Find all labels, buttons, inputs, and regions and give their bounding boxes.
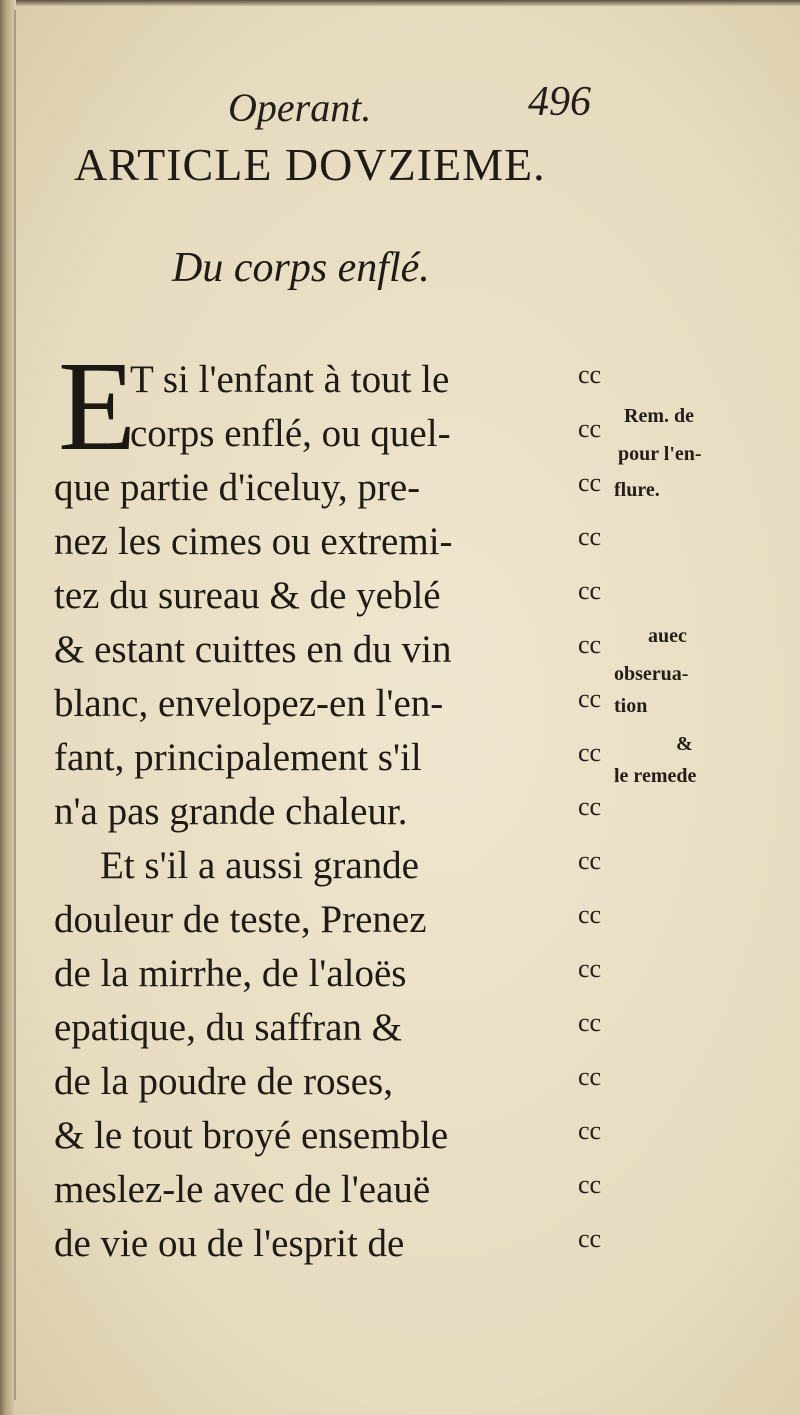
body-line: meslez-le avec de l'eauë <box>54 1168 431 1211</box>
quote-mark: cc <box>578 684 602 713</box>
margin-note-line: pour l'en- <box>618 443 702 465</box>
body-line: de la mirrhe, de l'aloës <box>54 952 407 995</box>
quote-mark: cc <box>578 1224 602 1253</box>
body-line: que partie d'iceluy, pre- <box>54 466 421 509</box>
quote-mark: cc <box>578 414 602 443</box>
body-line: Et s'il a aussi grande <box>100 844 419 887</box>
margin-note-line: flure. <box>614 479 660 501</box>
margin-note-line: Rem. de <box>624 405 694 427</box>
drop-cap: E <box>58 335 137 477</box>
body-line: & estant cuittes en du vin <box>54 628 452 671</box>
margin-note-line: obserua- <box>614 663 689 685</box>
quote-mark: cc <box>578 360 602 389</box>
body-line: de vie ou de l'esprit de <box>54 1222 405 1265</box>
body-line: epatique, du saffran & <box>54 1006 402 1049</box>
running-head: Operant. <box>228 85 372 130</box>
quote-mark: cc <box>578 738 602 767</box>
page-top-edge <box>0 0 800 6</box>
quote-mark: cc <box>578 846 602 875</box>
quote-mark: cc <box>578 1062 602 1091</box>
body-line: n'a pas grande chaleur. <box>54 790 408 833</box>
quote-mark: cc <box>578 792 602 821</box>
article-title: ARTICLE DOVZIEME. <box>74 139 546 190</box>
body-line: de la poudre de roses, <box>54 1060 393 1103</box>
body-line: nez les cimes ou extremi- <box>54 520 453 563</box>
margin-note-line: le remede <box>614 765 697 787</box>
body-line: & le tout broyé ensemble <box>54 1114 449 1157</box>
body-line: douleur de teste, Prenez <box>54 898 427 941</box>
quote-mark: cc <box>578 900 602 929</box>
page-number: 496 <box>528 79 591 125</box>
body-line: corps enflé, ou quel- <box>130 412 451 455</box>
quote-mark: cc <box>578 1170 602 1199</box>
quote-mark: cc <box>578 576 602 605</box>
quote-mark: cc <box>578 954 602 983</box>
margin-note-line: tion <box>614 695 648 717</box>
quote-mark: cc <box>578 1008 602 1037</box>
quote-mark: cc <box>578 630 602 659</box>
section-subtitle: Du corps enflé. <box>172 245 430 291</box>
page-gutter-line <box>14 10 16 1400</box>
quote-mark: cc <box>578 1116 602 1145</box>
body-line: tez du sureau & de yeblé <box>54 574 441 617</box>
body-line: blanc, envelopez-en l'en- <box>54 682 444 725</box>
margin-note-line: & <box>676 733 693 755</box>
quote-mark: cc <box>578 522 602 551</box>
body-line: T si l'enfant à tout le <box>130 358 450 401</box>
quote-mark: cc <box>578 468 602 497</box>
body-line: fant, principalement s'il <box>54 736 422 779</box>
margin-note-line: auec <box>648 625 687 647</box>
